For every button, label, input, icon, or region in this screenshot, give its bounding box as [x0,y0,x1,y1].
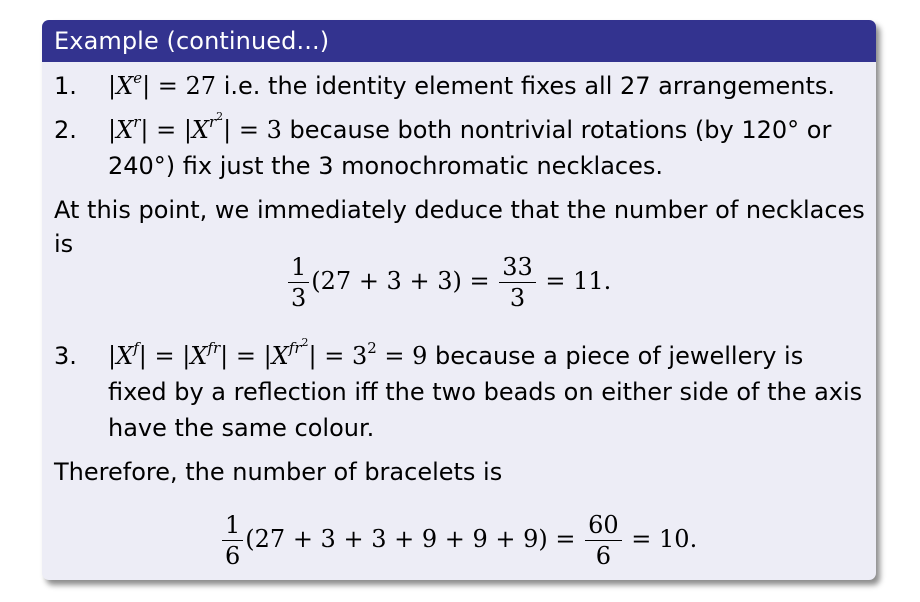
necklaces-equation [286,252,611,313]
necklaces-result: = 11. [545,267,612,295]
item-3-number: 3. [54,342,77,370]
item-2-line2: 240°) fix just the 3 monochromatic necklaces. [108,152,663,180]
item-1-line1: $|X^e| = 27$ i.e. the identity element fixes all 27 arrangements. [108,69,835,100]
item-2-number: 2. [54,116,77,144]
item-3-equation: $|X^f| = |X^{fr}| = |X^{fr^2}| = 3^2 = 9$ [108,336,428,370]
bracelets-expression: (27 + 3 + 3 + 9 + 9 + 9) = [245,525,576,553]
bracelets-fraction-2: $\frac{60}{6}$ [585,510,622,571]
item-3-line3: have the same colour. [108,414,375,442]
item-2-equation: $|X^r| = |X^{r^2}| = 3$ [108,110,282,144]
item-3-line2: fixed by a reflection iff the two beads on either side of the axis [108,378,863,406]
necklaces-expression: (27 + 3 + 3) = [311,267,490,295]
bracelets-fraction-1: $\frac{1}{6}$ [222,510,243,571]
item-1-equation: $|X^e| = 27$ [108,69,217,100]
bracelets-equation [220,510,697,571]
paragraph-1-line1: At this point, we immediately deduce that the number of necklaces [54,196,865,224]
item-2-line1: $|X^r| = |X^{r^2}| = 3$ because both nontrivial rotations (by 120° or [108,110,832,144]
necklaces-fraction-1: $\frac{1}{3}$ [288,252,309,313]
block-title: Example (continued...) [42,20,876,62]
paragraph-1-line2: is [54,230,74,258]
item-1-number: 1. [54,72,77,100]
example-block [42,20,876,580]
bracelets-result: = 10. [631,525,698,553]
item-3-line1: $|X^f| = |X^{fr}| = |X^{fr^2}| = 3^2 = 9$ because a piece of jewellery is [108,336,804,370]
necklaces-fraction-2: $\frac{33}{3}$ [499,252,536,313]
paragraph-2-line1: Therefore, the number of bracelets is [54,458,503,486]
